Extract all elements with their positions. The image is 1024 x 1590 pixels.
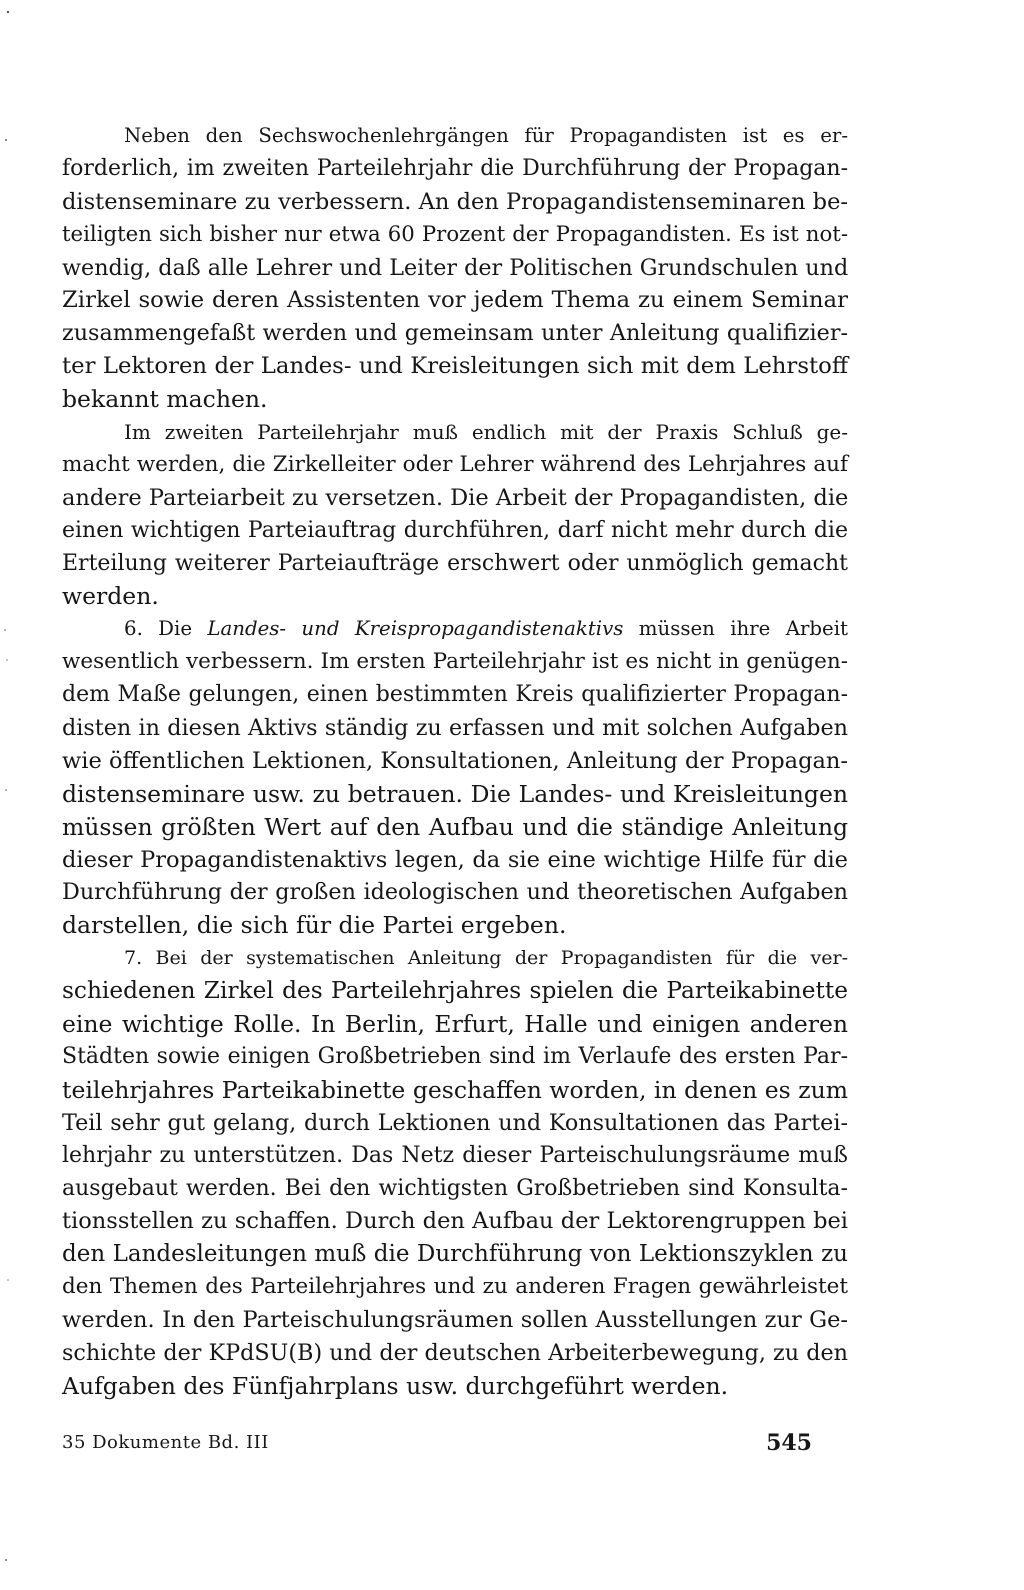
text-segment: 6. Die — [124, 617, 208, 641]
footer-signature: 35 Dokumente Bd. III — [62, 1432, 269, 1453]
text-line: disten in diesen Aktivs ständig zu erfassen und mit solchen Aufgaben — [62, 715, 848, 742]
italic-term: Landes- und Kreispropagandistenaktivs — [207, 617, 624, 641]
text-line: Durchführung der großen ideologischen und theoretischen Aufgaben — [62, 879, 848, 906]
text-line: bekannt machen. — [62, 385, 268, 414]
text-line: Aufgaben des Fünfjahrplans usw. durchgeführt werden. — [62, 1371, 729, 1400]
scan-edge-specks — [0, 0, 40, 1590]
page-number: 545 — [766, 1430, 812, 1456]
text-line: wesentlich verbessern. Im ersten Parteilehrjahr ist es nicht in genügen- — [62, 649, 848, 675]
text-line: schichte der KPdSU(B) und der deutschen Arbeiterbewegung, zu den — [62, 1339, 848, 1366]
text-line: dieser Propagandistenaktivs legen, da sie eine wichtige Hilfe für die — [62, 846, 848, 873]
text-line: müssen größten Wert auf den Aufbau und die ständige Anleitung — [62, 812, 848, 841]
text-line: Städten sowie einigen Großbetrieben sind im Verlaufe des ersten Par- — [62, 1043, 848, 1069]
body-text — [62, 120, 848, 1403]
text-line: wie öffentlichen Lektionen, Konsultationen, Anleitung der Propagan- — [62, 747, 848, 774]
text-line: tionsstellen zu schaffen. Durch den Aufbau der Lektorengruppen bei — [62, 1208, 848, 1235]
text-line: macht werden, die Zirkelleiter oder Lehrer während des Lehrjahres auf — [62, 451, 848, 477]
text-line: werden. — [62, 582, 159, 611]
text-line: eine wichtige Rolle. In Berlin, Erfurt, Halle und einigen anderen — [62, 1010, 848, 1039]
text-line: darstellen, die sich für die Partei ergeben. — [62, 911, 567, 940]
text-line: Im zweiten Parteilehrjahr muß endlich mit der Praxis Schluß ge- — [124, 420, 848, 445]
page-footer — [62, 1432, 848, 1462]
text-line: den Themen des Parteilehrjahres und zu anderen Fragen gewährleistet — [62, 1274, 848, 1300]
text-line: einen wichtigen Parteiauftrag durchführen, darf nicht mehr durch die — [62, 517, 848, 543]
text-segment: müssen ihre Arbeit — [623, 617, 848, 641]
text-line: Neben den Sechswochenlehrgängen für Propagandisten ist es er- — [124, 124, 848, 147]
text-line: Teil sehr gut gelang, durch Lektionen und Konsultationen das Partei- — [62, 1109, 848, 1136]
text-line: Erteilung weiterer Parteiaufträge erschwert oder unmöglich gemacht — [62, 550, 848, 576]
text-line — [62, 613, 848, 646]
text-line: den Landesleitungen muß die Durchführung von Lektionszyklen zu — [62, 1241, 848, 1268]
text-line: distenseminare usw. zu betrauen. Die Landes- und Kreisleitungen — [62, 779, 848, 808]
text-line: forderlich, im zweiten Parteilehrjahr die Durchführung der Propagan- — [62, 155, 848, 181]
text-line: werden. In den Parteischulungsräumen sollen Ausstellungen zur Ge- — [62, 1307, 848, 1334]
text-line: ter Lektoren der Landes- und Kreisleitungen sich mit dem Lehrstoff — [62, 353, 848, 380]
text-line: Zirkel sowie deren Assistenten vor jedem Thema zu einem Seminar — [62, 287, 848, 314]
text-line: dem Maße gelungen, einen bestimmten Kreis qualifizierter Propagan- — [62, 682, 848, 708]
text-line: 7. Bei der systematischen Anleitung der Propagandisten für die ver- — [124, 947, 848, 970]
text-line: andere Parteiarbeit zu versetzen. Die Arbeit der Propagandisten, die — [62, 484, 849, 511]
text-line: ausgebaut werden. Bei den wichtigsten Großbetrieben sind Konsulta- — [62, 1175, 848, 1201]
text-line: teiligten sich bisher nur etwa 60 Prozent der Propagandisten. Es ist not- — [62, 221, 848, 247]
text-line: distenseminare zu verbessern. An den Propagandistenseminaren be- — [62, 188, 848, 215]
text-line: lehrjahr zu unterstützen. Das Netz dieser Parteischulungsräume muß — [62, 1142, 848, 1168]
text-line: teilehrjahres Parteikabinette geschaffen worden, in denen es zum — [62, 1075, 848, 1104]
text-line: wendig, daß alle Lehrer und Leiter der Politischen Grundschulen und — [62, 254, 849, 281]
text-line: zusammengefaßt werden und gemeinsam unter Anleitung qualifizier- — [62, 320, 848, 347]
text-line: schiedenen Zirkel des Parteilehrjahres spielen die Parteikabinette — [62, 977, 848, 1005]
